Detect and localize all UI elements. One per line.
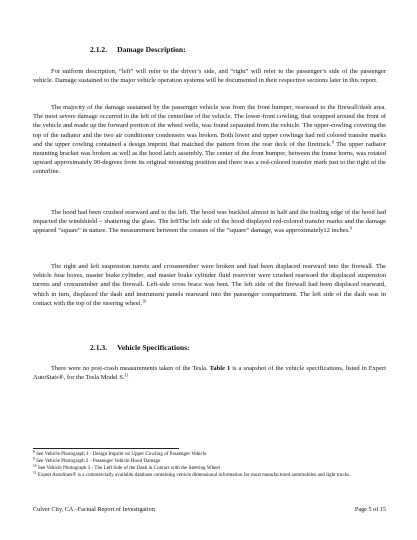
section-number: 2.1.3. bbox=[90, 343, 108, 352]
paragraph-text-tail: The upper radiator mounting bracket was broken as well as the hood latch assembly. The center of the front bumper, between the frame horns, was rotated upward approximately 90-degrees from its original mounting position and there was a red-colored transfer mark just to the right of the centerline. bbox=[33, 140, 386, 176]
footnote-divider bbox=[33, 448, 179, 449]
section-heading-specifications bbox=[90, 343, 190, 352]
section-title: Vehicle Specifications: bbox=[117, 343, 190, 352]
paragraph-suspension-damage bbox=[33, 262, 386, 308]
paragraph-text: There were no post-crash measurements taken of the Tesla. bbox=[51, 365, 210, 372]
footnote-mark: 8 bbox=[33, 450, 35, 454]
footer-report-title: Culver City, CA –Factual Report of Investigation bbox=[33, 506, 155, 513]
paragraph-vehicle-specs bbox=[33, 364, 386, 382]
section-title: Damage Description: bbox=[117, 45, 186, 54]
footnote-ref-10: 10 bbox=[142, 298, 147, 304]
table-reference: Table 1 bbox=[209, 365, 231, 372]
paragraph-uniform-description bbox=[33, 67, 386, 85]
footnote-text: See Vehicle Photograph 3 - The Left Side of the Dash in Contact with the Steering Wheel bbox=[36, 465, 221, 472]
page-number: Page 5 of 15 bbox=[354, 506, 386, 513]
paragraph-text: The majority of the damage sustained by the passenger vehicle was from the front bumper, rearward to the firewall/dash area. The most severe damage occurred to the left of the centerline of the vehicle. The lower-front cowling, that wrapped around the front of the vehicle and made up the forward portion of the wheel wells, was found separated from the vehicle. The upper-cowling covering the top of the radiator and the two air conditioner condensers was broken. Both lower and upper cowlings had red colored transfer marks and the upper cowling contained a design imprint that matched the pattern from the rear deck of the firetruck. bbox=[33, 104, 386, 148]
footnote-ref-8: 8 bbox=[331, 139, 334, 145]
paragraph-text: For uniform description, “left” will refer to the driver’s side, and “right” will refer to the passenger’s side of the passenger vehicle. Damage sustained to the major vehicle operation systems will be documented in their respective sections later in this report. bbox=[33, 68, 386, 85]
footnote-mark: 11 bbox=[33, 471, 37, 476]
footnote-ref-11: 11 bbox=[124, 372, 129, 378]
paragraph-text: The hood had been crushed rearward and to the left. The hood was buckled almost in half and the trailing edge of the hood had impacted the windshield – shattering the glass. The leftThe left side of the hood displayed red-colored transfer marks and the damage appeared “square” in nature. The measurement between the creases of the “square” damage, was approximately12 inches. bbox=[33, 209, 386, 235]
footnotes-section bbox=[33, 451, 386, 479]
footnote-text: Expert AutoStats® is a commercially available database containing vehicle dimensional information for most manufactured automobiles and light trucks. bbox=[36, 472, 351, 479]
footnote-mark: 10 bbox=[33, 464, 37, 469]
footnote-ref-9: 9 bbox=[349, 225, 352, 231]
paragraph-text: The right and left suspension turrets and crossmember were broken and had been displaced rearward into the firewall. The vehicle fuse boxes, master brake cylinder, and master brake cylinder fluid reservoir were crushed rearward the displaced suspension turrets and crossmember and the firewall. Left-side cross brace was bent. The left side of the firewall had been displaced rearward, which in turn, displaced the dash and instrument panels rearward into the passenger compartment. The left side of the dash was in contact with the top of the steering wheel. bbox=[33, 263, 386, 307]
footnote-text: See Vehicle Photograph 2 - Passenger Vehicle Hood Damage bbox=[34, 458, 161, 465]
footnote-mark: 9 bbox=[33, 457, 35, 462]
paragraph-hood-damage bbox=[33, 208, 386, 236]
paragraph-damage-majority bbox=[33, 103, 386, 177]
footnote-text: See Vehicle Photograph 1 - Design Imprint on Upper Cowling of Passenger Vehicle bbox=[34, 451, 207, 457]
footnote-11 bbox=[33, 472, 386, 479]
section-number: 2.1.2. bbox=[90, 45, 108, 54]
section-heading-damage bbox=[90, 45, 186, 54]
paragraph-text-tail: is a snapshot of the vehicle specifications, listed in Expert AutoStats®, for the Tesla Model S. bbox=[33, 365, 387, 382]
